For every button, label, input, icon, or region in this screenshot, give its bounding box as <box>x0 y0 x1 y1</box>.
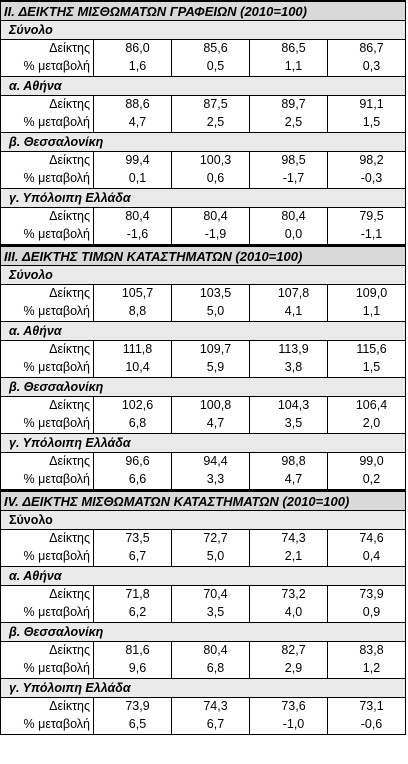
change-value: 5,0 <box>172 303 250 321</box>
change-value: 1,1 <box>362 304 381 318</box>
index-value: 73,9 <box>359 587 384 601</box>
index-value: 104,3 <box>250 397 328 415</box>
row-label-index: Δείκτης <box>1 397 94 415</box>
row-label-change: % μεταβολή <box>1 58 94 76</box>
row-label-change: % μεταβολή <box>1 359 94 377</box>
row-label-index: Δείκτης <box>1 453 94 471</box>
row-label-index: Δείκτης <box>1 642 94 660</box>
change-value: 0,3 <box>362 59 381 73</box>
index-value: 80,4 <box>172 642 250 660</box>
change-value: 10,4 <box>94 359 172 377</box>
index-value: 99,4 <box>94 152 172 170</box>
change-row <box>1 604 405 623</box>
change-value: 1,6 <box>94 58 172 76</box>
group-heading: Σύνολο <box>1 511 405 530</box>
index-value: 88,6 <box>94 96 172 114</box>
change-value: 6,6 <box>94 471 172 489</box>
index-value: 91,1 <box>359 97 384 111</box>
change-row <box>1 660 405 679</box>
index-value: 106,4 <box>355 398 388 412</box>
row-label-index: Δείκτης <box>1 96 94 114</box>
change-row <box>1 716 405 735</box>
change-row <box>1 114 405 133</box>
row-label-index: Δείκτης <box>1 341 94 359</box>
index-value: 86,5 <box>250 40 328 58</box>
change-value: 0,6 <box>172 170 250 188</box>
change-value: 6,7 <box>172 716 250 734</box>
row-label-change: % μεταβολή <box>1 415 94 433</box>
row-label-change: % μεταβολή <box>1 604 94 622</box>
index-value: 107,8 <box>250 285 328 303</box>
index-value: 74,6 <box>359 531 384 545</box>
row-label-index: Δείκτης <box>1 698 94 716</box>
change-value: 5,0 <box>172 548 250 566</box>
index-row <box>1 698 405 716</box>
change-value: 2,5 <box>250 114 328 132</box>
change-value: -1,1 <box>360 227 383 241</box>
group-heading: Σύνολο <box>1 266 405 285</box>
change-row <box>1 303 405 322</box>
change-value: 3,8 <box>250 359 328 377</box>
group-heading: γ. Υπόλοιπη Ελλάδα <box>1 679 405 698</box>
index-value: 80,4 <box>172 208 250 226</box>
index-value: 73,1 <box>359 699 384 713</box>
index-value: 79,5 <box>359 209 384 223</box>
change-row <box>1 471 405 490</box>
change-value: 2,1 <box>250 548 328 566</box>
index-value: 80,4 <box>94 208 172 226</box>
index-row <box>1 530 405 548</box>
row-label-change: % μεταβολή <box>1 716 94 734</box>
index-value: 109,0 <box>355 286 388 300</box>
change-value: 6,5 <box>94 716 172 734</box>
change-value: 6,8 <box>172 660 250 678</box>
change-value: 0,1 <box>94 170 172 188</box>
index-value: 113,9 <box>250 341 328 359</box>
change-row <box>1 548 405 567</box>
group-heading: α. Αθήνα <box>1 322 405 341</box>
index-value: 85,6 <box>172 40 250 58</box>
group-heading: Σύνολο <box>1 21 405 40</box>
index-value: 100,3 <box>172 152 250 170</box>
change-row <box>1 58 405 77</box>
index-value: 73,9 <box>94 698 172 716</box>
index-row <box>1 586 405 604</box>
row-label-change: % μεταβολή <box>1 226 94 244</box>
change-value: 8,8 <box>94 303 172 321</box>
index-value: 74,3 <box>172 698 250 716</box>
row-label-index: Δείκτης <box>1 152 94 170</box>
change-row <box>1 226 405 245</box>
change-value: 3,3 <box>172 471 250 489</box>
change-value: -1,7 <box>250 170 328 188</box>
index-value: 74,3 <box>250 530 328 548</box>
index-value: 73,5 <box>94 530 172 548</box>
index-row <box>1 96 405 114</box>
change-value: 1,5 <box>362 115 381 129</box>
index-value: 99,0 <box>359 454 384 468</box>
change-value: 4,7 <box>172 415 250 433</box>
index-value: 98,5 <box>250 152 328 170</box>
index-row <box>1 40 405 58</box>
index-row <box>1 453 405 471</box>
index-value: 100,8 <box>172 397 250 415</box>
row-label-index: Δείκτης <box>1 285 94 303</box>
row-label-index: Δείκτης <box>1 586 94 604</box>
row-label-change: % μεταβολή <box>1 114 94 132</box>
change-value: 6,8 <box>94 415 172 433</box>
change-value: 4,1 <box>250 303 328 321</box>
row-label-change: % μεταβολή <box>1 660 94 678</box>
index-row <box>1 642 405 660</box>
group-heading: α. Αθήνα <box>1 567 405 586</box>
index-value: 86,0 <box>94 40 172 58</box>
index-row <box>1 397 405 415</box>
change-value: -1,0 <box>250 716 328 734</box>
group-heading: γ. Υπόλοιπη Ελλάδα <box>1 434 405 453</box>
index-value: 87,5 <box>172 96 250 114</box>
section-title: III. ΔΕΙΚΤΗΣ ΤΙΜΩΝ ΚΑΤΑΣΤΗΜΑΤΩΝ (2010=100) <box>1 245 405 266</box>
change-value: 2,5 <box>172 114 250 132</box>
index-value: 111,8 <box>94 341 172 359</box>
change-value: 4,7 <box>94 114 172 132</box>
index-value: 96,6 <box>94 453 172 471</box>
index-value: 80,4 <box>250 208 328 226</box>
change-value: 5,9 <box>172 359 250 377</box>
index-value: 73,6 <box>250 698 328 716</box>
group-heading: β. Θεσσαλονίκη <box>1 378 405 397</box>
change-row <box>1 170 405 189</box>
index-value: 102,6 <box>94 397 172 415</box>
index-value: 86,7 <box>359 41 384 55</box>
change-value: 0,4 <box>362 549 381 563</box>
change-value: 4,7 <box>250 471 328 489</box>
group-heading: α. Αθήνα <box>1 77 405 96</box>
row-label-change: % μεταβολή <box>1 548 94 566</box>
change-value: -1,9 <box>172 226 250 244</box>
index-value: 94,4 <box>172 453 250 471</box>
index-row <box>1 341 405 359</box>
change-value: 2,9 <box>250 660 328 678</box>
row-label-index: Δείκτης <box>1 208 94 226</box>
group-heading: β. Θεσσαλονίκη <box>1 623 405 642</box>
change-value: 6,2 <box>94 604 172 622</box>
index-row <box>1 208 405 226</box>
group-heading: β. Θεσσαλονίκη <box>1 133 405 152</box>
change-value: 1,5 <box>362 360 381 374</box>
change-value: 2,0 <box>362 416 381 430</box>
index-value: 71,8 <box>94 586 172 604</box>
change-value: 1,2 <box>362 661 381 675</box>
index-value: 98,2 <box>359 153 384 167</box>
change-value: 0,9 <box>362 605 381 619</box>
row-label-change: % μεταβολή <box>1 471 94 489</box>
change-value: 3,5 <box>250 415 328 433</box>
change-value: -0,6 <box>360 717 383 731</box>
row-label-index: Δείκτης <box>1 40 94 58</box>
section-title: IV. ΔΕΙΚΤΗΣ ΜΙΣΘΩΜΑΤΩΝ ΚΑΤΑΣΤΗΜΑΤΩΝ (2010=100) <box>1 490 405 511</box>
index-value: 70,4 <box>172 586 250 604</box>
index-value: 105,7 <box>94 285 172 303</box>
index-row <box>1 285 405 303</box>
group-heading: γ. Υπόλοιπη Ελλάδα <box>1 189 405 208</box>
index-value: 72,7 <box>172 530 250 548</box>
change-value: 6,7 <box>94 548 172 566</box>
index-value: 73,2 <box>250 586 328 604</box>
change-value: 0,2 <box>362 472 381 486</box>
change-value: 9,6 <box>94 660 172 678</box>
change-value: 0,5 <box>172 58 250 76</box>
index-value: 82,7 <box>250 642 328 660</box>
change-value: 3,5 <box>172 604 250 622</box>
change-value: 1,1 <box>250 58 328 76</box>
change-value: -0,3 <box>360 171 383 185</box>
row-label-index: Δείκτης <box>1 530 94 548</box>
change-row <box>1 359 405 378</box>
change-value: 4,0 <box>250 604 328 622</box>
index-value: 103,5 <box>172 285 250 303</box>
index-row <box>1 152 405 170</box>
change-value: 0,0 <box>250 226 328 244</box>
index-value: 81,6 <box>94 642 172 660</box>
change-value: -1,6 <box>94 226 172 244</box>
row-label-change: % μεταβολή <box>1 303 94 321</box>
index-value: 109,7 <box>172 341 250 359</box>
index-value: 115,6 <box>356 342 387 356</box>
index-value: 89,7 <box>250 96 328 114</box>
index-value: 98,8 <box>250 453 328 471</box>
index-value: 83,8 <box>359 643 384 657</box>
section-title: II. ΔΕΙΚΤΗΣ ΜΙΣΘΩΜΑΤΩΝ ΓΡΑΦΕΙΩΝ (2010=100) <box>1 0 405 21</box>
row-label-change: % μεταβολή <box>1 170 94 188</box>
change-row <box>1 415 405 434</box>
